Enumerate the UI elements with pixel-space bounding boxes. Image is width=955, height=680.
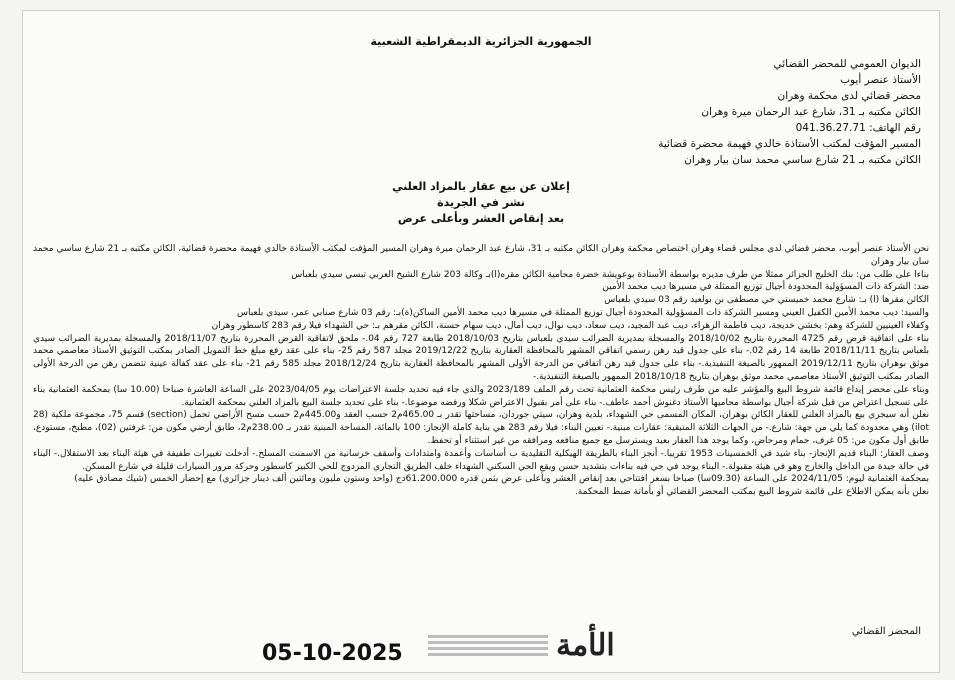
newspaper-logo (428, 628, 615, 663)
office-line: الديوان العمومي للمحضر القضائي (773, 58, 921, 70)
body-paragraph: ضد: الشركة ذات المسؤولية المحدودة أجيال توزيع الممثلة في مسيرها ديب محمد الأمين (602, 282, 929, 293)
body-paragraph: وكفلاء العينيين للشركة وهم: بخشي خديجة، ديب فاطمة الزهراء، ديب عبد المجيد، ديب سعاد، ديب نوال، ديب أمال، ديب سهام حسنة، الكائن مقرهم بـ: حي الشهداء فيلا رقم 283 كاسطور وهران (211, 320, 929, 331)
office-line: المسير المؤقت لمكتب الأستاذة خالدي فهيمة محضرة قضائية (658, 138, 921, 150)
republic-heading: الجمهورية الجزائرية الديمقراطية الشعبية (370, 35, 592, 48)
office-line: محضر قضائي لدى محكمة وهران (777, 90, 921, 102)
office-line: رقم الهاتف: 041.36.27.71 (795, 122, 921, 134)
notice-title-line: إعلان عن بيع عقار بالمزاد العلني (392, 180, 570, 193)
signature-label: المحضر القضائي (851, 626, 921, 637)
body-paragraph: بناء على اتفاقية قرض رقم 4725 المحررة بتاريخ 2018/10/02 والمسجلة بمديرية الضرائب سيدي بلعباس بتاريخ 2018/10/03 طابعة 727 رقم 04.- ملحق لاتفاقية القرض المحررة بتاريخ 2018/11/07 والمسجلة بمديرية الضرائب سيدي بلعباس بتاريخ 2018/11/11 طابعة 14 رقم 02.- بناء على جدول قيد رهن رسمي اتفاقي المشهر بالمحافظة العقارية بتاريخ 2019/12/22 مجلد 587 رقم 25- بناء على عقد رفع مبلغ خط التمويل الصادر بمكتب التوثيق الأستاذ معاصمي محمد موثق بوهران بتاريخ 2019/12/11 الممهور بالصيغة التنفيذية.- بناء على جدول قيد رهن اتفاقي من الدرجة الأولى المشهر بالمحافظة العقارية بتاريخ 2018/12/24 مجلد 585 رقم 21- بناء على عقد كفالة عينية تتضمن رهن من الدرجة الأولى الصادر بمكتب التوثيق الأستاذ معاصمي محمد موثق بوهران بتاريخ 2018/10/18 الممهور بالصيغة التنفيذية.- (33, 333, 929, 382)
office-line: الكائن مكتبه بـ 21 شارع ساسي محمد سان بيار وهران (684, 154, 921, 166)
newspaper-logo-text: الأمة (556, 628, 615, 663)
publication-date: 05-10-2025 (262, 641, 403, 666)
legal-notice-page (22, 10, 940, 673)
body-paragraph: بناءا على طلب من: بنك الخليج الجزائر ممثلا من طرف مديره بواسطة الأستاذة بوعويشة خضرة محامية الكائن مقره(ا)بـ وكالة 203 شارع الشيخ العربي تبسي سيدي بلعباس (291, 269, 929, 280)
notice-body (33, 243, 929, 499)
notice-title (23, 179, 939, 227)
body-paragraph: نحن الأستاذ عنصر أيوب، محضر قضائي لدى مجلس قضاء وهران اختصاص محكمة وهران الكائن مكتبه بـ 31، شارع عبد الرحمان ميرة وهران المسير المؤقت لمكتب الأستاذة خالدي فهيمة محضرة قضائية، الكائن مكتبه بـ 21 شارع ساسي محمد سان بيار وهران (33, 244, 929, 267)
logo-stripes-icon (428, 635, 548, 656)
bailiff-office-block (401, 56, 921, 168)
body-paragraph: نعلن أنه سيجري بيع بالمزاد العلني للعقار الكائن بوهران، المكان المسمى حي الشهداء، بلدية وهران، سيتي جوردان، مساحتها تقدر بـ 465.00م2 حسب العقد و445.00م2 حسب مسح الأراضي تحمل (section) قسم 75، مجموعة ملكية (28 ilot) وهي محدودة كما يلي من جهة: شارع.- من الجهات الثلاثة المتبقية: عقارات مبنية.- تعيين البناء: فيلا رقم 283 هي بناية كاملة الإنجاز: 100 بالمائة، المساحة المبنية تقدر بـ 238.00م2، طابق أرضي مكون من: غرفتين (02)، مطبخ، مستودع، طابق أول مكون من: 05 غرف، حمام ومرحاض، وكما يوجد هذا العقار بعيد ويسترسل مع جميع منافعه ومرافقه من غير استثناء أو تحفظ. (33, 410, 929, 446)
notice-title-line: نشر في الجريدة (437, 196, 525, 209)
body-paragraph: الكائن مقرها (ا) بـ: شارع محمد خميستي حي مصطفى بن بولعيد رقم 03 سيدي بلعباس (604, 295, 929, 306)
body-paragraph: نعلن بأنه يمكن الاطلاع على قائمة شروط البيع بمكتب المحضر القضائي أو بأمانة ضبط المحكمة. (574, 487, 929, 498)
notice-title-line: بعد إنقاص العشر وبأعلى عرض (397, 212, 565, 225)
body-paragraph: وبناء على محضر إيداع قائمة شروط البيع والمؤشر عليه من طرف رئيس محكمة العثمانية تحت رقم الملف 2023/189 والذي جاء فيه تحديد جلسة الاعتراضات يوم 2023/04/05 على الساعة العاشرة صباحا (10.00 سا) بمحكمة العثمانية بناء على تسجيل اعتراض من قبل شركة أجيال بواسطة محاميها الأستاذ دغنوش أحمد عاطف.- بناء على أمر بقبول الاعتراض شكلا ورفضه موضوعا.- بناء على تحديد جلسة البيع بالمزاد العلني بمحكمة العثمانية. (33, 384, 929, 408)
office-line: الأستاذ عنصر أيوب (840, 74, 921, 86)
body-paragraph: وصف العقار: البناء قديم الإنجاز- بناء شيد في الخمسينات 1953 تقريبا.- أنجز البناء بالطريقة الهيكلية التقليدية ب أساسات وأعمدة وامتدادات وأسقف خرسانية من الاسمنت المسلح.- أدخلت تغييرات طفيفة في هيئة البناء بعد الاستقلال.- البناء في حالة جيدة من الداخل والخارج وهو في هيئة مقبولة.- البناء يوجد في حي فيه بناءات بتشديد حسن ويقع الحي السكني الشهداء خلف الطريق التجاري المزدوج للحي الكبير كاسطور وحركة مرور السيارات قليلة في شارع المسكن. (33, 448, 929, 472)
body-paragraph: بمحكمة العثمانية ليوم: 2024/11/05 على الساعة (09.30سا) صباحا بسعر افتتاحي بعد إنقاص العشر وبأعلى عرض بثمن قدره 61.200.000دج (واحد وستون مليون ومائتين ألف دينار جزائري) مع إحضار الخمس (شيك مصادق عليه) (74, 474, 929, 485)
body-paragraph: والسيد: ديب محمد الأمين الكفيل العيني ومسير الشركة ذات المسؤولية المحدودة أجيال توزيع الممثلة في مسيرها ديب محمد الأمين الساكن(ة)بـ: رقم 03 شارع صنابي عمر، سيدي بلعباس (236, 307, 929, 318)
office-line: الكائن مكتبه بـ 31، شارع عبد الرحمان ميرة وهران (701, 106, 921, 118)
